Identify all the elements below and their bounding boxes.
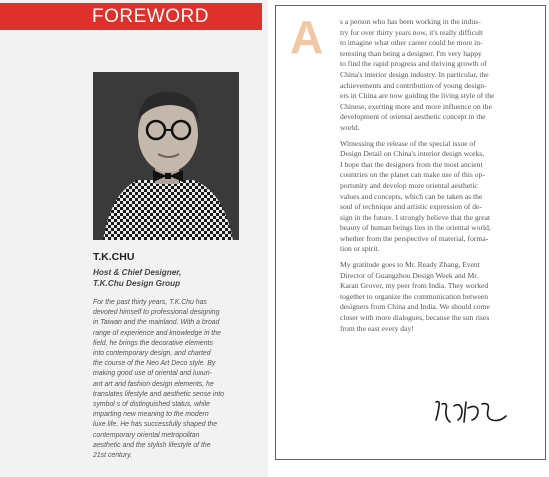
bio-line: 21st century. (93, 452, 132, 460)
role-line: Host & Chief Designer, (93, 268, 182, 277)
foreword-line: portunity and develop more oriental aesthetic (340, 180, 478, 190)
designer-bio (93, 298, 258, 461)
portrait-photo (93, 72, 239, 240)
foreword-line: ers in China are now guiding the living style of the (340, 91, 495, 101)
designer-name: T.K.CHU (93, 251, 135, 263)
bio-line: For the past thirty years, T.K.Chu has (93, 299, 207, 306)
bio-line: contemporary oriental metropolitan (93, 431, 200, 439)
foreword-line: together to organize the communication between (340, 291, 489, 301)
bio-line: devoted himself to professional designing (93, 309, 220, 317)
foreword-body (340, 17, 536, 334)
foreword-line: beauty of human beings lies in the oriental world, (340, 223, 491, 233)
foreword-line: tion or spirit. (340, 244, 380, 254)
foreword-line: teresting than being a designer. I'm very happy (340, 48, 482, 58)
foreword-line: Witnessing the release of the special issue of (340, 138, 476, 148)
foreword-line: I hope that the designers from the most ancient (340, 159, 483, 169)
bio-line: in Taiwan and the mainland. With a broad (93, 319, 220, 327)
bio-line: imparting new meaning to the modern (93, 411, 209, 419)
handwritten-signature (432, 396, 512, 428)
foreword-line: try for over thirty years now, it's really difficult (340, 27, 484, 37)
foreword-line: My gratitude goes to Mr. Ready Zhang, Event (340, 260, 480, 270)
bio-line: range of experience and knowledge in the (93, 329, 221, 337)
foreword-line: Design Detail on China's interior design works, (340, 149, 485, 159)
foreword-line: whether from the perspective of material, forma- (340, 233, 489, 243)
foreword-line: Director of Guangzhou Design Week and Mr. (340, 270, 479, 280)
foreword-line: to imagine what other career could be more in- (340, 38, 483, 48)
bio-line: the course of the Neo Art Deco style. By (93, 360, 216, 368)
bio-line: ant art and fashion design elements, he (93, 380, 214, 388)
foreword-line: China's interior design industry. In particular, the (340, 69, 489, 79)
foreword-line: s a person who has been working in the indus- (340, 17, 481, 26)
page-title: FOREWORD (92, 6, 209, 27)
foreword-line: development of oriental aesthetic concept in the (340, 112, 486, 122)
bio-line: translates lifestyle and aesthetic sense into (93, 390, 224, 398)
role-line: T.K.Chu Design Group (93, 278, 181, 288)
bio-line: aesthetic and the stylish lifestyle of the (93, 441, 211, 449)
bio-line: luxe life. He has successfully shaped the (93, 421, 218, 429)
foreword-line: Karan Grover, my peer from India. They worked (340, 281, 489, 291)
foreword-line: countries on the planet can make use of this op- (340, 170, 485, 180)
designer-role (93, 268, 253, 289)
foreword-line: world. (340, 122, 360, 132)
foreword-line: achievements and contribution of young design- (340, 80, 487, 90)
foreword-line: from the east every day! (340, 323, 414, 333)
bio-line: symbol s of distinguished status, while (93, 401, 210, 409)
foreword-line: soul of technique and artistic expression of de- (340, 202, 482, 212)
foreword-line: Chinese, exerting more and more influence on the (340, 101, 492, 111)
bio-line: making good use of oriental and luxuri- (93, 370, 212, 378)
foreword-line: values and concepts, which can be taken as the (340, 191, 483, 201)
foreword-line: to find the rapid progress and thriving growth of (340, 59, 487, 69)
foreword-line: designers from China and India. We should come (340, 302, 490, 312)
foreword-line: sign in the future. I strongly believe that the great (340, 212, 491, 222)
foreword-line: closer with more dialogues, because the sun rises (340, 313, 490, 323)
bio-line: field, he brings the decorative elements (93, 339, 213, 347)
drop-cap: A (290, 11, 324, 63)
portrait-illustration (93, 72, 239, 240)
bio-line: into contemporary design, and charted (93, 350, 211, 358)
